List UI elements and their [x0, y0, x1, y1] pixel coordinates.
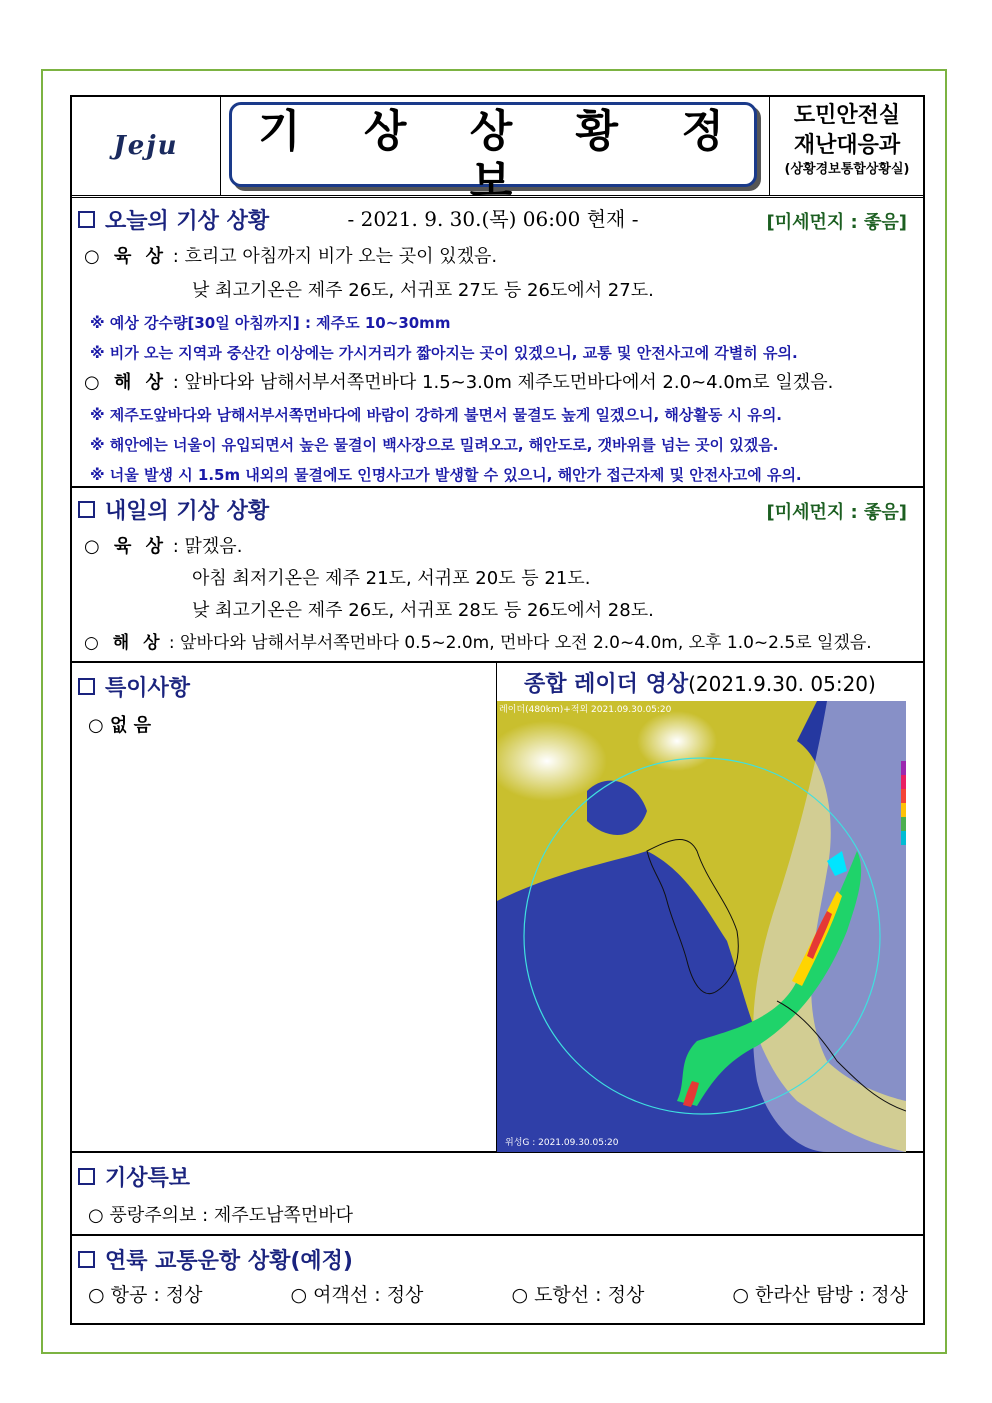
org-line-2: 재난대응과 — [793, 133, 901, 158]
checkbox-icon — [78, 211, 95, 228]
radar-image — [496, 701, 906, 1152]
radar-caption-satellite: 위성G : 2021.09.30.05:20 — [505, 1138, 619, 1148]
warning-item: ○ 풍랑주의보 : 제주도남쪽먼바다 — [88, 1205, 353, 1226]
today-note-swell: ※ 해안에는 너울이 유입되면서 높은 물결이 백사장으로 밀려오고, 해안도로, 갯바위를 넘는 곳이 있겠음. — [90, 436, 779, 454]
traffic-heading: 연륙 교통운항 상황(예정) — [78, 1244, 353, 1275]
org-box — [769, 97, 924, 195]
traffic-air: ○ 항공 : 정상 — [88, 1284, 203, 1306]
today-note-sea: ※ 제주도앞바다와 남해서부서쪽먼바다에 바람이 강하게 불면서 물결도 높게 일겠으니, 해상활동 시 유의. — [90, 406, 783, 424]
today-note-visibility: ※ 비가 오는 지역과 중산간 이상에는 가시거리가 짧아지는 곳이 있겠으니, 교통 및 안전사고에 각별히 유의. — [90, 344, 798, 362]
today-note-rain: ※ 예상 강수량[30일 아침까지] : 제주도 10~30mm — [90, 314, 451, 332]
radar-map — [497, 701, 906, 1152]
today-heading: 오늘의 기상 상황 — [78, 204, 269, 235]
today-dust: [미세먼지 : 좋음] — [766, 212, 907, 233]
weather-report — [70, 95, 925, 1325]
tomorrow-min-temp: 아침 최저기온은 제주 21도, 서귀포 20도 등 21도. — [192, 568, 591, 589]
traffic-hallasan: ○ 한라산 탐방 : 정상 — [732, 1284, 908, 1306]
traffic-ferry: ○ 여객선 : 정상 — [290, 1284, 424, 1306]
today-land-temp: 낮 최고기온은 제주 26도, 서귀포 27도 등 26도에서 27도. — [192, 280, 654, 301]
checkbox-icon — [78, 501, 95, 518]
today-note-safety: ※ 너울 발생 시 1.5m 내외의 물결에도 인명사고가 발생할 수 있으니, 해안가 접근자제 및 안전사고에 유의. — [90, 466, 802, 484]
warning-section — [72, 1153, 923, 1236]
traffic-island-ferry: ○ 도항선 : 정상 — [511, 1284, 645, 1306]
tomorrow-heading: 내일의 기상 상황 — [78, 494, 269, 525]
title-box — [229, 102, 757, 231]
special-item: ○ 없 음 — [88, 715, 152, 736]
traffic-status-row — [88, 1280, 908, 1307]
special-section — [72, 663, 923, 1153]
tomorrow-section — [72, 488, 923, 663]
logo-text: Jeju — [113, 131, 179, 161]
tomorrow-max-temp: 낮 최고기온은 제주 26도, 서귀포 28도 등 26도에서 28도. — [192, 600, 654, 621]
today-land: ○ 육 상 : 흐리고 아침까지 비가 오는 곳이 있겠음. — [84, 246, 498, 267]
warning-heading: 기상특보 — [78, 1161, 190, 1192]
today-sea: ○ 해 상 : 앞바다와 남해서부서쪽먼바다 1.5~3.0m 제주도먼바다에서 2.0~4.0m로 일겠음. — [84, 372, 834, 393]
checkbox-icon — [78, 678, 95, 695]
special-heading: 특이사항 — [78, 671, 190, 702]
radar-caption: 레이더(480km)+적외 2021.09.30.05:20 — [499, 705, 672, 715]
jeju-logo — [72, 97, 221, 195]
today-section — [72, 198, 923, 488]
org-line-1: 도민안전실 — [793, 103, 901, 128]
tomorrow-land: ○ 육 상 : 맑겠음. — [84, 536, 243, 557]
tomorrow-sea: ○ 해 상 : 앞바다와 남해서부서쪽먼바다 0.5~2.0m, 먼바다 오전 2.0~4.0m, 오후 1.0~2.5로 일겠음. — [84, 633, 872, 653]
traffic-section — [72, 1236, 923, 1323]
report-title: 기 상 상 황 정 보 — [258, 106, 748, 207]
tomorrow-dust: [미세먼지 : 좋음] — [766, 502, 907, 523]
org-line-3: (상황경보통합상황실) — [784, 162, 910, 177]
radar-title: 종합 레이더 영상(2021.9.30. 05:20) — [524, 672, 876, 697]
report-date: - 2021. 9. 30.(목) 06:00 현재 - — [347, 207, 639, 231]
checkbox-icon — [78, 1251, 95, 1268]
checkbox-icon — [78, 1168, 95, 1185]
